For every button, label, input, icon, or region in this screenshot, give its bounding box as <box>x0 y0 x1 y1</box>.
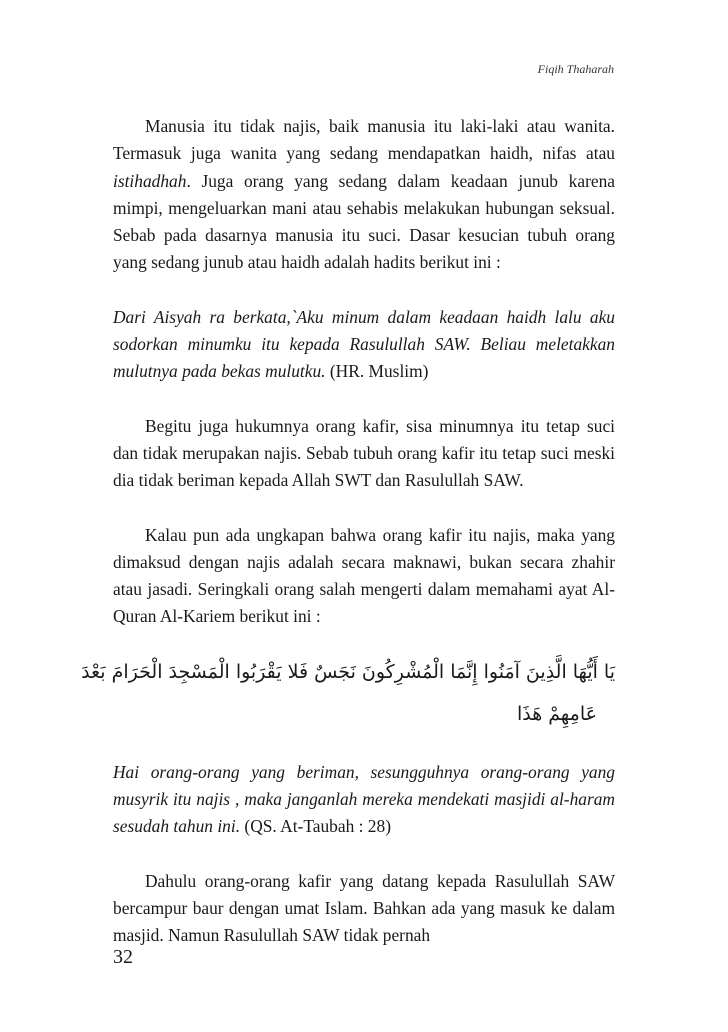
page-number: 32 <box>113 946 133 968</box>
arabic-verse-line-1: يَا أَيُّهَا الَّذِينَ آمَنُوا إِنَّمَا الْمُشْرِكُونَ نَجَسٌ فَلا يَقْرَبُوا الْمَسْجِدَ الْحَرَامَ بَعْدَ <box>81 660 615 683</box>
paragraph-1-rest: . Juga orang yang sedang dalam keadaan junub karena mimpi, mengeluarkan mani atau sehabis melakukan hubungan seksual. Sebab pada dasarnya manusia itu suci. Dasar kesucian tubuh orang yang sedang junub atau haidh adalah hadits berikut ini : <box>113 170 615 273</box>
hadith-source: (HR. Muslim) <box>325 361 429 382</box>
running-title: Fiqih Thaharah <box>537 62 614 76</box>
paragraph-1-text: Manusia itu tidak najis, baik manusia itu laki-laki atau wanita. Termasuk juga wanita yang sedang mendapatkan haidh, nifas atau <box>113 116 615 164</box>
page-body <box>81 113 615 950</box>
paragraph-3: Kalau pun ada ungkapan bahwa orang kafir itu najis, maka yang dimaksud dengan najis adalah secara maknawi, bukan secara zhahir atau jasadi. Seringkali orang salah mengerti dalam memahami ayat Al-Quran Al-Kariem berikut ini : <box>113 524 615 627</box>
paragraph-4: Dahulu orang-orang kafir yang datang kepada Rasulullah SAW bercampur baur dengan umat Islam. Bahkan ada yang masuk ke dalam masjid. Namun Rasulullah SAW tidak pernah <box>113 870 615 946</box>
paragraph-1 <box>113 113 615 277</box>
hadith-quote-text: Dari Aisyah ra berkata,`Aku minum dalam keadaan haidh lalu aku sodorkan minumku itu kepada Rasulullah SAW. Beliau meletakkan mulutnya pada bekas mulutku. <box>113 306 615 382</box>
paragraph-2: Begitu juga hukumnya orang kafir, sisa minumnya itu tetap suci dan tidak merupakan najis. Sebab tubuh orang kafir itu tetap suci meski dia tidak beriman kepada Allah SWT dan Rasulullah SAW. <box>113 415 615 491</box>
verse-translation <box>113 759 615 841</box>
emphasized-term: istihadhah <box>113 170 187 191</box>
hadith-quote <box>113 304 615 386</box>
arabic-verse-line-2: عَامِهِمْ هَذَا <box>516 702 597 725</box>
verse-source: (QS. At-Taubah : 28) <box>240 816 391 837</box>
verse-translation-text: Hai orang-orang yang beriman, sesungguhnya orang-orang yang musyrik itu najis , maka janganlah mereka mendekati masjidi al-haram sesudah tahun ini. <box>113 761 615 837</box>
arabic-verse <box>81 651 615 735</box>
